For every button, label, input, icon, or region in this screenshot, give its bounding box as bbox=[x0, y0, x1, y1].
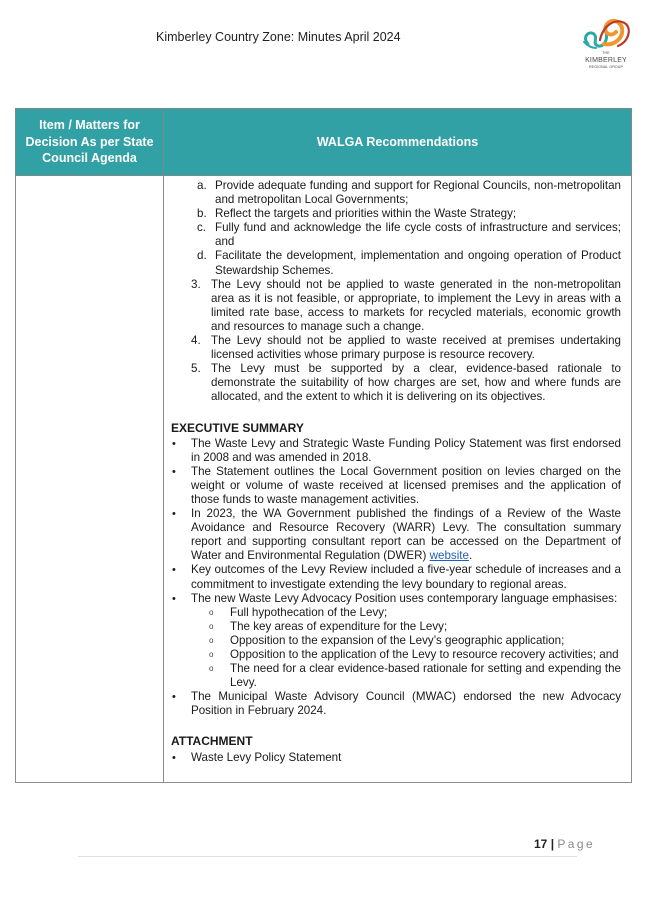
dwer-website-link[interactable]: website bbox=[429, 549, 469, 563]
circle-bullet-icon: o bbox=[209, 635, 214, 645]
list-item: o Full hypothecation of the Levy; bbox=[209, 605, 388, 619]
list-item: o Opposition to the expansion of the Levy’s geographic application; bbox=[209, 633, 565, 647]
bullet-icon: • bbox=[172, 465, 176, 478]
page-number-value: 17 bbox=[534, 837, 548, 851]
circle-bullet-icon: o bbox=[209, 607, 214, 617]
document-title: Kimberley Country Zone: Minutes April 2024 bbox=[156, 30, 401, 44]
list-item: • Waste Levy Policy Statement bbox=[172, 750, 342, 764]
logo-swirl-icon bbox=[578, 14, 634, 50]
list-item: b. Reflect the targets and priorities within the Waste Strategy; bbox=[197, 207, 517, 221]
item-matters-cell bbox=[16, 176, 164, 783]
executive-summary-list bbox=[171, 437, 621, 719]
table-header-row bbox=[16, 109, 632, 176]
logo-text-kimberley: KIMBERLEY bbox=[585, 57, 627, 64]
list-item: • The new Waste Levy Advocacy Position uses contemporary language emphasises: o Full hypothecation of the Levy; o The key areas of expenditure for the Levy; o Opposition to the expansion of the Levy’s geographic application; o Opposition to the application of the Levy to resource recovery activities; and o The need for a clear evidence-based rationale for setting and expending the Levy. bbox=[172, 591, 621, 690]
attachment-list bbox=[171, 751, 621, 765]
list-item: • In 2023, the WA Government published the findings of a Review of the Waste Avoidance and Resource Recovery (WARR) Levy. The consultation summary report and supporting consultant report can be accessed on the Department of Water and Environmental Regulation (DWER) website. bbox=[172, 507, 621, 563]
list-item: 4. The Levy should not be applied to waste received at premises undertaking licensed activities whose primary purpose is resource recovery. bbox=[191, 334, 621, 362]
column-header-walga-recommendations: WALGA Recommendations bbox=[164, 109, 632, 176]
list-item: d. Facilitate the development, implementation and ongoing operation of Product Stewardship Schemes. bbox=[197, 249, 621, 277]
list-item: • The Statement outlines the Local Government position on levies charged on the weight or volume of waste received at licensed premises and the application of those funds to waste management activities. bbox=[172, 464, 621, 506]
list-item: • The Waste Levy and Strategic Waste Funding Policy Statement was first endorsed in 2008 and was amended in 2018. bbox=[172, 436, 621, 464]
circle-bullet-icon: o bbox=[209, 650, 214, 659]
list-item: 5. The Levy must be supported by a clear, evidence-based rationale to demonstrate the suitability of how charges are set, how and where funds are allocated, and the extent to which it is delivering on its objectives. bbox=[191, 362, 621, 404]
column-header-item-matters: Item / Matters for Decision As per State Council Agenda bbox=[16, 109, 164, 176]
bullet-icon: • bbox=[172, 592, 176, 605]
attachment-heading: ATTACHMENT bbox=[171, 734, 253, 749]
alpha-sub-list bbox=[171, 179, 621, 278]
bullet-icon: • bbox=[172, 437, 176, 450]
page-label: Page bbox=[557, 837, 596, 851]
numbered-recommendations-list bbox=[171, 278, 621, 405]
bullet-icon: • bbox=[172, 691, 176, 704]
footer-divider bbox=[78, 856, 577, 857]
page-separator: | bbox=[550, 837, 555, 851]
circle-bullet-icon: o bbox=[209, 664, 214, 674]
agenda-table bbox=[15, 108, 632, 783]
bullet-icon: • bbox=[172, 751, 176, 764]
list-item: 3. The Levy should not be applied to waste generated in the non-metropolitan area as it is not feasible, or appropriate, to implement the Levy in areas with a limited rate base, access to markets for recycled materials, economic growth and resources to manage such a change. bbox=[191, 277, 621, 333]
list-item: o The key areas of expenditure for the Levy; bbox=[209, 619, 448, 633]
circle-bullet-icon: o bbox=[209, 621, 214, 631]
bullet-icon: • bbox=[172, 564, 176, 577]
list-item: o The need for a clear evidence-based rationale for setting and expending the Levy. bbox=[209, 662, 621, 690]
list-item: a. Provide adequate funding and support for Regional Councils, non-metropolitan and metropolitan Local Governments; bbox=[197, 179, 621, 207]
list-item: • The Municipal Waste Advisory Council (MWAC) endorsed the new Advocacy Position in February 2024. bbox=[172, 690, 621, 718]
logo-text-regional-group: REGIONAL GROUP bbox=[588, 65, 623, 69]
page-number bbox=[534, 837, 595, 851]
list-item: c. Fully fund and acknowledge the life cycle costs of infrastructure and services; and bbox=[197, 221, 621, 249]
table-row bbox=[16, 176, 632, 783]
list-item: • Key outcomes of the Levy Review included a five-year schedule of increases and a commitment to investigate extending the levy boundary to regional areas. bbox=[172, 563, 621, 591]
advocacy-emphases-list bbox=[191, 606, 621, 691]
logo-text-the: THE bbox=[602, 51, 610, 55]
walga-recommendations-cell bbox=[164, 176, 632, 783]
executive-summary-heading: EXECUTIVE SUMMARY bbox=[171, 420, 304, 435]
kimberley-regional-group-logo bbox=[578, 14, 634, 76]
list-item: o Opposition to the application of the Levy to resource recovery activities; and bbox=[209, 648, 619, 661]
bullet-icon: • bbox=[172, 508, 176, 521]
